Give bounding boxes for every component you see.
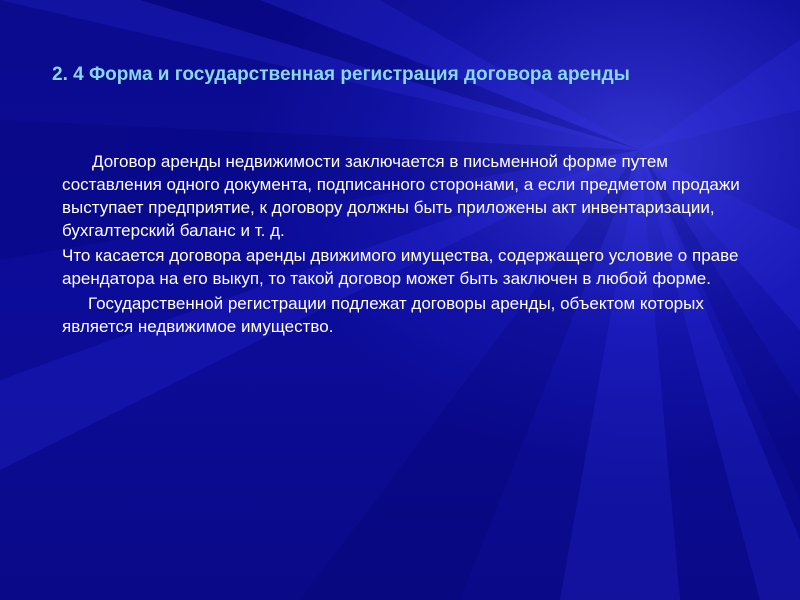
paragraph-2: Что касается договора аренды движимого имущества, содержащего условие о праве арендатора на его выкуп, то такой договор может быть заключен в любой форме. <box>62 246 739 288</box>
paragraph-3: Государственной регистрации подлежат договоры аренды, объектом которых является недвижимое имущество. <box>62 294 704 336</box>
paragraph-1: Договор аренды недвижимости заключается в письменной форме путем составления одного документа, подписанного сторонами, а если предметом продажи выступает предприятие, к договору должны быть приложены акт инвентаризации, бухгалтерский баланс и т. д. <box>62 152 740 240</box>
slide-body <box>62 150 752 340</box>
slide-title: 2. 4 Форма и государственная регистрация договора аренды <box>52 64 630 85</box>
